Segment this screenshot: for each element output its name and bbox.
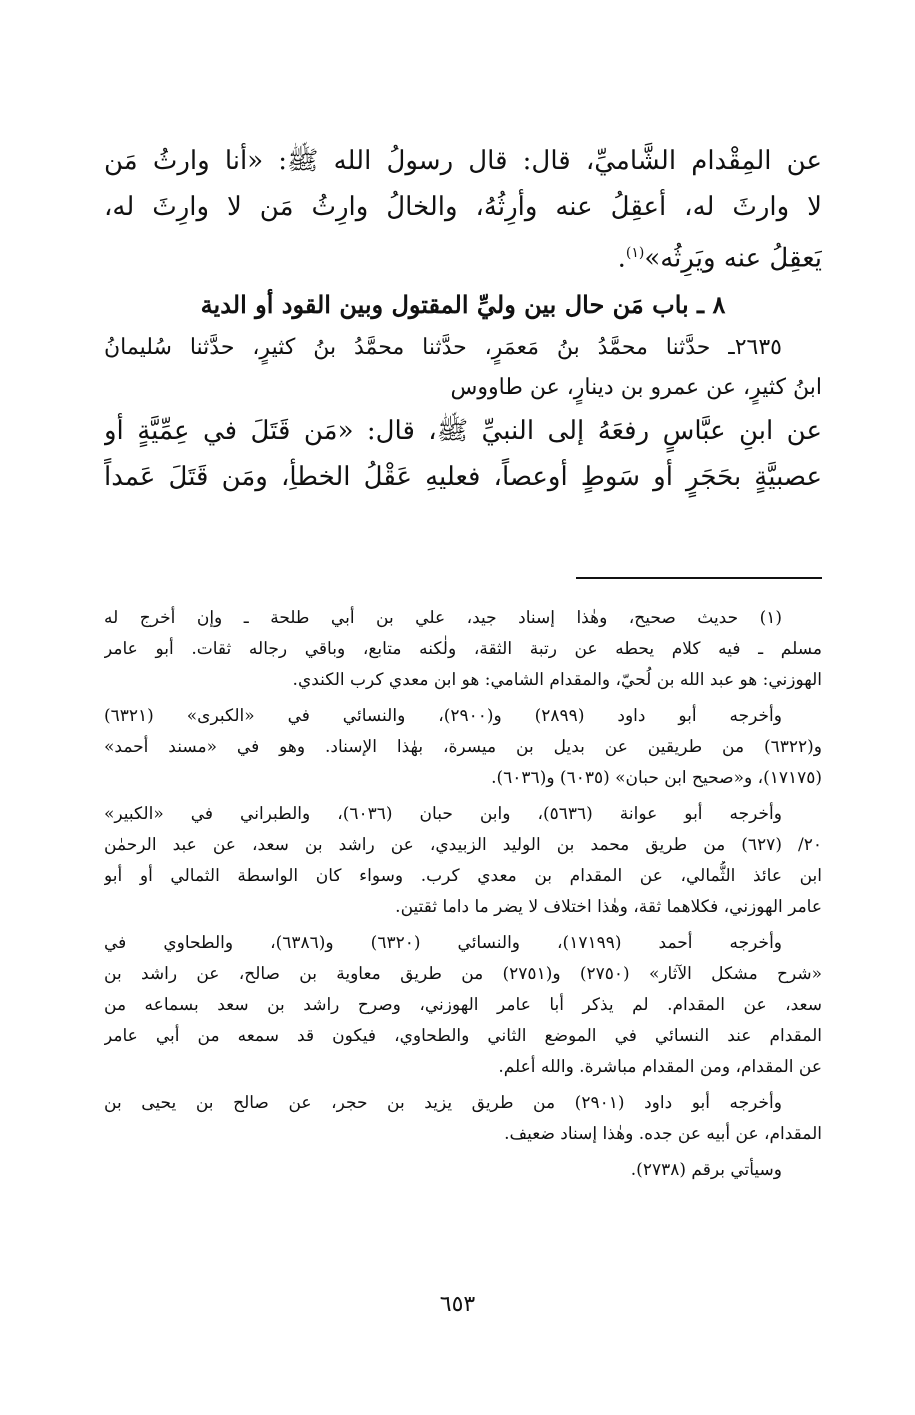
footnote-line: (١٧١٧٥)، و«صحيح ابن حبان» (٦٠٣٥) و(٦٠٣٦). [491,768,822,788]
text-line: عصبيَّةٍ بحَجَرٍ أو سَوطٍ أوعصاً، فعليهِ عَقْلُ الخطأِ، ومَن قَتَلَ عَمداً [104,462,822,492]
footnote-line: المقدام عند النسائي في الموضع الثاني والطحاوي، فيكون قد سمعه من أبي عامر [104,1026,822,1046]
footnote-line: (١) حديث صحيح، وهٰذا إسناد جيد، علي بن أبي طلحة ـ وإن أخرج له [104,608,782,628]
text-line: عن ابنِ عبَّاسٍ رفعَهُ إلى النبيِّ ﷺ، قال: «مَن قَتَلَ في عِمِّيَّةٍ أو [104,416,822,446]
footnote-line: عامر الهوزني، فكلاهما ثقة، وهٰذا اختلاف لا يضر ما داما ثقتين. [395,897,822,917]
footnote-line: مسلم ـ فيه كلام يحطه عن رتبة الثقة، ولٰكنه متابع، وباقي رجاله ثقات. أبو عامر [104,639,822,659]
chapter-heading: ٨ ـ باب مَن حال بين وليِّ المقتول وبين القود أو الدية [200,290,726,319]
hadith-top [104,138,822,276]
footnote-paragraph [104,1155,822,1186]
footnote-line: وأخرجه أبو داود (٢٨٩٩) و(٢٩٠٠)، والنسائي في «الكبرى» (٦٣٢١) [104,706,782,726]
main-text [104,138,822,500]
text-fragment: . [617,243,626,274]
footnote-line: عن المقدام، ومن المقدام مباشرة. والله أعلم. [498,1057,822,1077]
isnad [104,328,822,408]
text-line: ابنُ كثيرٍ، عن عمرو بن دينارٍ، عن طاووس [450,375,822,400]
text-line: عن المِقْدام الشَّاميِّ، قال: قال رسولُ الله ﷺ: «أنا وارثُ مَن [104,146,822,176]
text-line: لا وارثَ له، أعقِلُ عنه وأرِثُهُ، والخالُ وارِثُ مَن لا وارِثَ له، [104,192,822,222]
footnote-line: وأخرجه أبو عوانة (٥٦٣٦)، وابن حبان (٦٠٣٦)، والطبراني في «الكبير» [104,804,782,824]
footnote-line: «شرح مشكل الآثار» (٢٧٥٠) و(٢٧٥١) من طريق معاوية بن صالح، عن راشد بن [104,964,822,984]
footnote-line: ٢٠/ (٦٢٧) من طريق محمد بن الوليد الزبيدي، عن راشد بن سعد، عن عبد الرحمٰن [104,835,822,855]
footnote-line: وأخرجه أبو داود (٢٩٠١) من طريق يزيد بن حجر، عن صالح بن يحيى بن [104,1093,782,1113]
footnote-paragraph [104,799,822,923]
hadith-bottom [104,408,822,500]
footnote-line: الهوزني: هو عبد الله بن لُحيّ، والمقدام الشامي: هو ابن معدي كرب الكندي. [292,670,822,690]
footnote-line: سعد، عن المقدام. لم يذكر أبا عامر الهوزني، وصرح راشد بن سعد بسماعه من [104,995,822,1015]
page-number: ٦٥٣ [439,1292,476,1317]
footnote-ref: (١) [625,245,645,261]
footnotes [104,598,822,1186]
text-fragment: يَعقِلُ عنه ويَرِثُه» [644,243,822,274]
text-line [104,230,822,276]
footnote-line: و(٦٣٢٢) من طريقين عن بديل بن ميسرة، بهٰذا الإسناد. وهو في «مسند أحمد» [104,737,822,757]
footnote-paragraph [104,1088,822,1150]
footnote-separator [576,577,822,579]
footnote-paragraph [104,701,822,794]
footnote-line: ابن عائذ الثُّمالي، عن المقدام بن معدي كرب. وسواء كان الواسطة الثمالي أو أبو [104,866,822,886]
footnote-line: المقدام، عن أبيه عن جده. وهٰذا إسناد ضعيف. [504,1124,822,1144]
footnote-line: وأخرجه أحمد (١٧١٩٩)، والنسائي (٦٣٢٠) و(٦٣٨٦)، والطحاوي في [104,933,782,953]
text-line: ٢٦٣٥ـ حدَّثنا محمَّدُ بنُ مَعمَرٍ، حدَّثنا محمَّدُ بنُ كثيرٍ، حدَّثنا سُليمانُ [104,335,782,360]
footnote-paragraph [104,928,822,1083]
footnote-paragraph [104,603,822,696]
footnote-line: وسيأتي برقم (٢٧٣٨). [630,1160,782,1180]
